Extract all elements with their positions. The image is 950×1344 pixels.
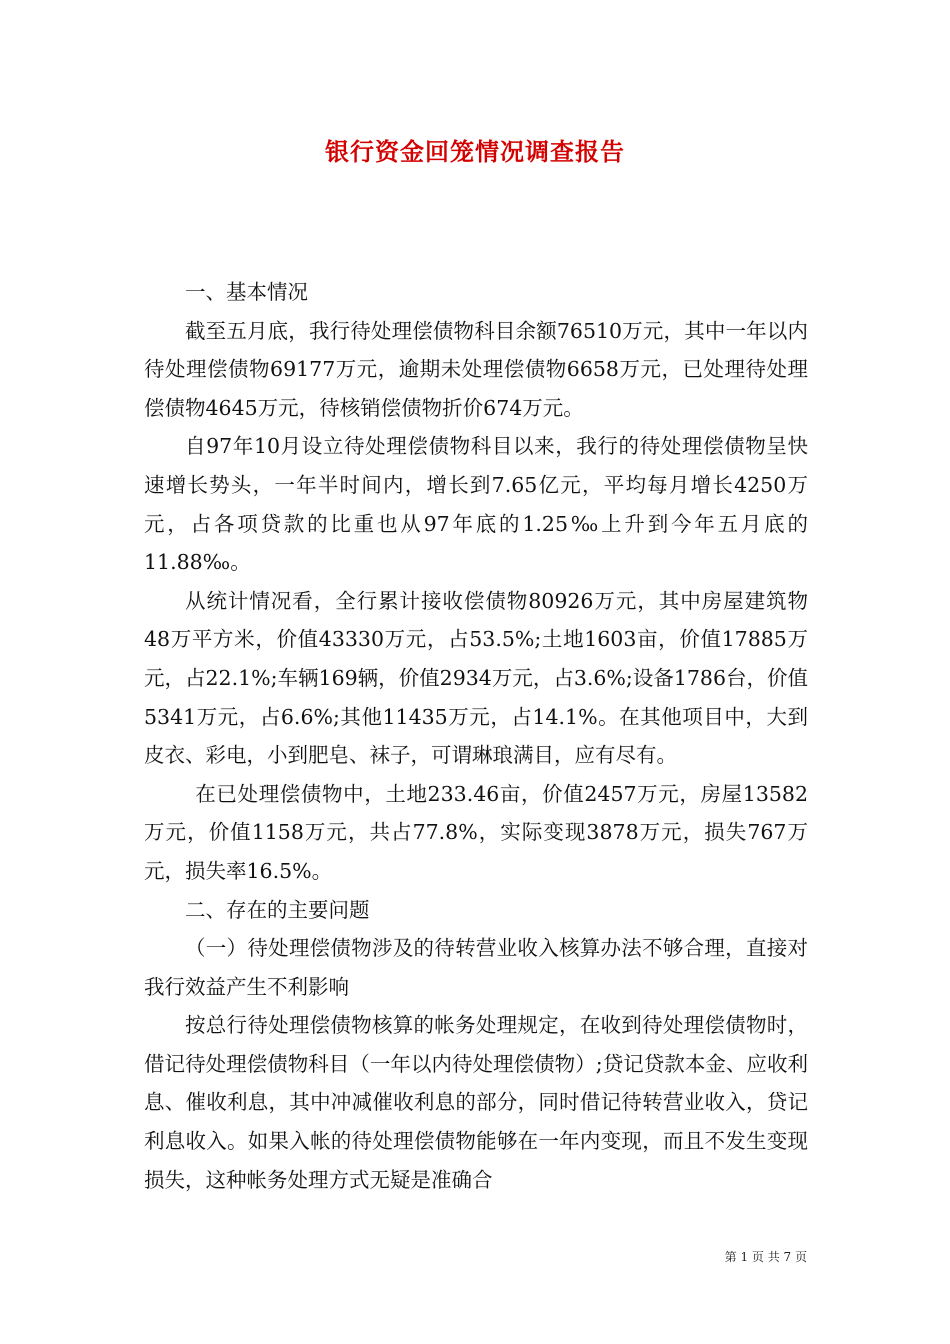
page-number: 第 1 页 共 7 页 xyxy=(724,1250,807,1264)
document-title: 银行资金回笼情况调查报告 xyxy=(325,137,625,166)
section-heading-basic: 一、基本情况 xyxy=(185,280,308,304)
paragraph: 自97年10月设立待处理偿债物科目以来，我行的待处理偿债物呈快速增长势头，一年半时间内，增长到7.65亿元，平均每月增长4250万元，占各项贷款的比重也从97年底的1.25‰上升到今年五月底的11.88‰。 xyxy=(144,434,808,575)
section-heading-problems: 二、存在的主要问题 xyxy=(185,897,370,922)
paragraph: 截至五月底，我行待处理偿债物科目余额76510万元，其中一年以内待处理偿债物69177万元，逾期未处理偿债物6658万元，已处理待处理偿债物4645万元，待核销偿债物折价674万元。 xyxy=(144,318,808,420)
paragraph: 按总行待处理偿债物核算的帐务处理规定，在收到待处理偿债物时，借记待处理偿债物科目（一年以内待处理偿债物）;贷记贷款本金、应收利息、催收利息，其中冲减催收利息的部分，同时借记待转营业收入，贷记利息收入。如果入帐的待处理偿债物能够在一年内变现，而且不发生变现损失，这种帐务处理方式无疑是准确合 xyxy=(144,1013,808,1192)
paragraph: 在已处理偿债物中，土地233.46亩，价值2457万元，房屋13582万元，价值1158万元，共占77.8%，实际变现3878万元，损失767万元，损失率16.5%。 xyxy=(144,781,808,883)
document-body xyxy=(144,273,808,1199)
paragraph: 从统计情况看，全行累计接收偿债物80926万元，其中房屋建筑物48万平方米，价值43330万元，占53.5%;土地1603亩，价值17885万元，占22.1%;车辆169辆，价值2934万元，占3.6%;设备1786台，价值5341万元，占6.6%;其他11435万元，占14.1%。在其他项目中，大到皮衣、彩电，小到肥皂、袜子，可谓琳琅满目，应有尽有。 xyxy=(144,588,808,768)
subsection-heading: （一）待处理偿债物涉及的待转营业收入核算办法不够合理，直接对我行效益产生不利影响 xyxy=(144,936,808,999)
